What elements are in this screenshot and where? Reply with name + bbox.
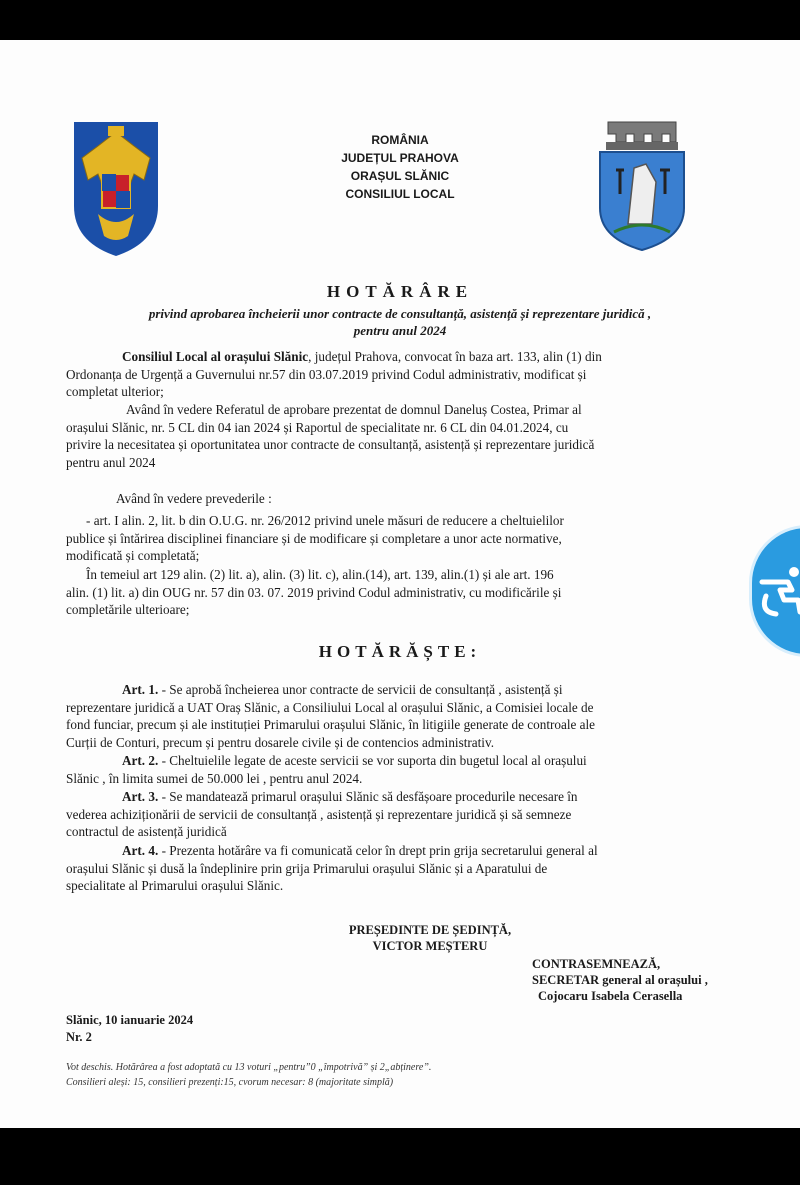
- article-1: [66, 681, 736, 751]
- preamble-text: pentru anul 2024: [66, 454, 156, 470]
- countersign-title: CONTRASEMNEAZĂ,: [532, 957, 661, 971]
- article-text: Curții de Conturi, precum și pentru dosarele civile și de contencios administrativ.: [66, 734, 495, 750]
- article-text: specialitate al Primarului orașului Slănic.: [66, 878, 284, 893]
- document-subtitle: [60, 305, 740, 339]
- preamble-text: privire la necesitatea și oportunitatea unor contracte de consultanță, asistență și reprezentare juridică: [66, 437, 595, 452]
- article-text: - Se mandatează primarul orașului Slănic să desfășoare procedurile necesare în: [158, 789, 578, 804]
- header-country: ROMÂNIA: [371, 133, 429, 147]
- preamble-text: orașului Slănic, nr. 5 CL din 04 ian 2024 și Raportul de specialitate nr. 6 CL din 04.01.2024, cu: [66, 419, 569, 435]
- subtitle-line-1: privind aprobarea încheierii unor contracte de consultanță, asistență și reprezentare juridică ,: [148, 306, 652, 321]
- issue-info: [66, 1012, 193, 1046]
- place-date: Slănic, 10 ianuarie 2024: [66, 1013, 194, 1027]
- header-council: CONSILIUL LOCAL: [345, 187, 455, 201]
- president-title: PREȘEDINTE DE ȘEDINȚĂ,: [348, 923, 512, 937]
- preamble-text: modificată și completată;: [66, 548, 200, 563]
- issuer-header: [280, 131, 520, 203]
- preamble-text: - art. I alin. 2, lit. b din O.U.G. nr. 26/2012 privind unele măsuri de reducere a cheltuielilor: [86, 513, 564, 528]
- preamble-text: Având în vedere prevederile :: [116, 491, 272, 506]
- subtitle-line-2: pentru anul 2024: [353, 323, 447, 338]
- vote-info: [66, 1060, 431, 1090]
- article-text: reprezentare juridică a UAT Oraș Slănic, a Consiliului Local al orașului Slănic, a Comisiei locale de: [66, 699, 594, 715]
- top-frame-bar: [0, 0, 800, 40]
- article-text: vederea achiziționării de servicii de consultanță , asistență și reprezentare juridică și să semneze: [66, 806, 572, 822]
- countersign-name: Cojocaru Isabela Cerasella: [538, 989, 683, 1003]
- preamble-paragraph-3: [66, 490, 736, 508]
- preamble-text: , județul Prahova, convocat în baza art. 133, alin (1) din: [308, 349, 602, 364]
- article-label: Art. 2.: [122, 753, 159, 768]
- header-town: ORAȘUL SLĂNIC: [350, 169, 450, 183]
- accessibility-icon: [758, 566, 800, 618]
- president-name: VICTOR MEȘTERU: [372, 939, 488, 953]
- preamble-text: completările ulterioare;: [66, 602, 190, 617]
- article-text: orașului Slănic și dusă la îndeplinire prin grija Primarului orașului Slănic și a Aparatului de: [66, 860, 548, 876]
- article-2: [66, 752, 736, 787]
- preamble-text: Având în vedere Referatul de aprobare prezentat de domnul Daneluș Costea, Primar al: [126, 402, 582, 417]
- document-title: HOTĂRÂRE: [326, 282, 474, 301]
- header-county: JUDEȚUL PRAHOVA: [341, 151, 459, 165]
- preamble-text: completat ulterior;: [66, 384, 164, 399]
- article-text: Slănic , în limita sumei de 50.000 lei , pentru anul 2024.: [66, 770, 363, 786]
- countersign-block: [532, 956, 708, 1004]
- article-text: - Se aprobă încheierea unor contracte de servicii de consultanță , asistență și: [158, 682, 563, 697]
- countersign-role: SECRETAR general al orașului ,: [532, 973, 708, 987]
- preamble-paragraph-2: [66, 401, 736, 471]
- preamble-text: În temeiul art 129 alin. (2) lit. a), alin. (3) lit. c), alin.(14), art. 139, alin.(1) și ale art. 196: [86, 567, 554, 582]
- slanic-coat-of-arms-icon: [594, 112, 690, 252]
- preamble-text: alin. (1) lit. a) din OUG nr. 57 din 03. 07. 2019 privind Codul administrativ, cu modificările și: [66, 584, 562, 600]
- article-text: contractul de asistență juridică: [66, 824, 227, 839]
- president-signature-block: [310, 922, 550, 954]
- preamble-paragraph-4: [66, 512, 736, 565]
- article-4: [66, 842, 736, 895]
- article-text: fond funciar, precum și ale instituției Primarului orașului Slănic, în litigiile generate de controale ale: [66, 717, 596, 732]
- decision-heading: HOTĂRĂȘTE:: [318, 642, 482, 661]
- council-name: Consiliul Local al orașului Slănic: [122, 349, 309, 364]
- article-text: - Prezenta hotărâre va fi comunicată celor în drept prin grija secretarului general al: [158, 843, 598, 858]
- preamble-text: Ordonanța de Urgență a Guvernului nr.57 din 03.07.2019 privind Codul administrativ, modificat și: [66, 366, 587, 382]
- quorum-info: Consilieri aleși: 15, consilieri prezenți:15, cvorum necesar: 8 (majoritate simplă): [66, 1077, 394, 1088]
- vote-result: Vot deschis. Hotărârea a fost adoptată cu 13 voturi „pentru”0 „împotrivă” și 2„abținere”.: [66, 1062, 432, 1073]
- article-label: Art. 1.: [122, 682, 159, 697]
- preamble-paragraph-1: [66, 348, 736, 401]
- decision-number: Nr. 2: [66, 1030, 92, 1044]
- preamble-paragraph-5: [66, 566, 736, 619]
- article-text: - Cheltuielile legate de aceste servicii se vor suporta din bugetul local al orașului: [158, 753, 587, 768]
- article-3: [66, 788, 736, 841]
- article-label: Art. 4.: [122, 843, 159, 858]
- preamble-text: publice și întărirea disciplinei financiare și de modificare și completare a unor acte normative,: [66, 530, 562, 546]
- article-label: Art. 3.: [122, 789, 159, 804]
- bottom-frame-bar: [0, 1128, 800, 1185]
- romania-coat-of-arms-icon: [68, 118, 164, 258]
